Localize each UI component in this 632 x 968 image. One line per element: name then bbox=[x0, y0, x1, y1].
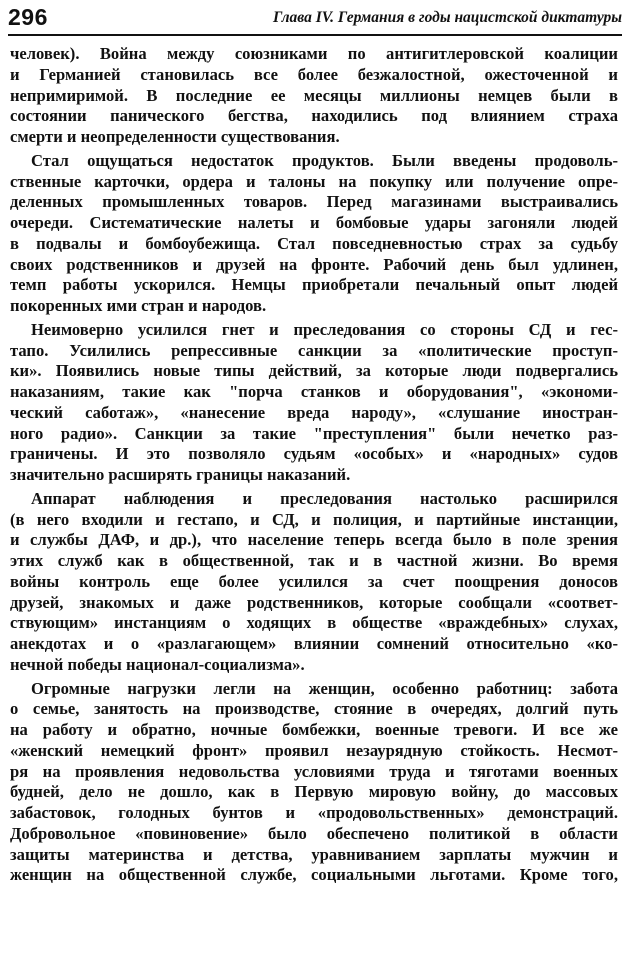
text-line: друзей, знакомых и даже родственников, которые сообщали «соответ- bbox=[10, 592, 618, 612]
text-line: в подвалы и бомбоубежища. Стал повседневностью страх за судьбу bbox=[10, 233, 618, 253]
text-line: непримиримой. В последние ее месяцы миллионы немцев были в bbox=[10, 85, 618, 105]
text-line: Огромные нагрузки легли на женщин, особенно работниц: забота bbox=[31, 678, 618, 698]
text-line: этих служб как в общественной, так и в частной жизни. Во время bbox=[10, 551, 618, 570]
paragraph bbox=[10, 679, 618, 887]
text-line: и Германией становилась все более безжалостной, ожесточенной и bbox=[10, 64, 618, 84]
body-text bbox=[10, 44, 618, 889]
text-line: состоянии панического бегства, находились под влиянием страха bbox=[10, 106, 618, 126]
page-number: 296 bbox=[8, 4, 48, 30]
text-line: покоренных ими стран и народов. bbox=[10, 296, 267, 315]
text-line: деленных промышленных товаров. Перед магазинами выстраивались bbox=[10, 192, 618, 212]
text-line: своих родственников и друзей на фронте. Рабочий день был удлинен, bbox=[10, 254, 618, 274]
text-line: на работу и обратно, ночные бомбежки, военные тревоги. И все же bbox=[10, 720, 618, 739]
text-line: ря на проявления недовольства условиями труда и тяготами военных bbox=[10, 761, 618, 781]
text-line: наказаниям, такие как "порча станков и оборудования", «экономи- bbox=[10, 382, 618, 401]
paragraph bbox=[10, 320, 618, 486]
page-header bbox=[8, 2, 622, 36]
text-line: защиты материнства и детства, уравниванием зарплаты мужчин и bbox=[10, 844, 618, 864]
text-line: Аппарат наблюдения и преследования настолько расширился bbox=[31, 488, 618, 508]
text-line: будней, дело не дошло, как в Первую мировую войну, до массовых bbox=[10, 782, 618, 802]
text-line: смерти и неопределенности существования. bbox=[10, 127, 340, 146]
text-line: войны контроль еще более усилился за счет поощрения доносов bbox=[10, 571, 618, 591]
text-line: ческий саботаж», «нанесение вреда народу», «слушание иностран- bbox=[10, 402, 618, 422]
text-line: человек). Война между союзниками по антигитлеровской коалиции bbox=[10, 44, 618, 63]
text-line: значительно расширять границы наказаний. bbox=[10, 465, 351, 484]
text-line: анекдотах и о «разлагающем» влиянии сомнений относительно «ко- bbox=[10, 634, 618, 653]
text-line: граничены. И это позволяло судьям «особых» и «народных» судов bbox=[10, 444, 618, 464]
text-line: очереди. Систематические налеты и бомбовые удары загоняли людей bbox=[10, 213, 618, 232]
text-line: ственные карточки, ордера и талоны на покупку или получение опре- bbox=[10, 171, 618, 191]
text-line: Стал ощущаться недостаток продуктов. Были введены продоволь- bbox=[31, 150, 618, 170]
text-line: темп работы ускорился. Немцы приобретали печальный опыт людей bbox=[10, 275, 618, 295]
text-line: о семье, занятость на производстве, стояние в очередях, долгий путь bbox=[10, 699, 618, 719]
text-line: Неимоверно усилился гнет и преследования со стороны СД и гес- bbox=[31, 319, 618, 339]
paragraph bbox=[10, 151, 618, 317]
text-line: тапо. Усилились репрессивные санкции за «политические проступ- bbox=[10, 340, 618, 360]
text-line: ствующим» инстанциям о ходящих в обществе «враждебных» слухах, bbox=[10, 613, 618, 633]
text-line: (в него входили и гестапо, и СД, и полиция, и партийные инстанции, bbox=[10, 509, 618, 529]
text-line: ки». Появились новые типы действий, за которые люди подвергались bbox=[10, 361, 618, 381]
paragraph bbox=[10, 44, 618, 148]
running-head: Глава IV. Германия в годы нацистской диктатуры bbox=[273, 9, 622, 26]
text-line: забастовок, голодных бунтов и «продовольственных» демонстраций. bbox=[10, 803, 618, 822]
paragraph bbox=[10, 489, 618, 676]
text-line: «женский немецкий фронт» проявил незаурядную стойкость. Несмот- bbox=[10, 740, 618, 760]
text-line: ного радио». Санкции за такие "преступления" были нечетко раз- bbox=[10, 423, 618, 443]
text-line: нечной победы национал-социализма». bbox=[10, 654, 305, 674]
text-line: женщин на общественной службе, социальными льготами. Кроме того, bbox=[10, 865, 618, 885]
text-line: и службы ДАФ, и др.), что население теперь всегда было в поле зрения bbox=[10, 530, 618, 550]
text-line: Добровольное «повиновение» было обеспечено политикой в области bbox=[10, 823, 618, 843]
